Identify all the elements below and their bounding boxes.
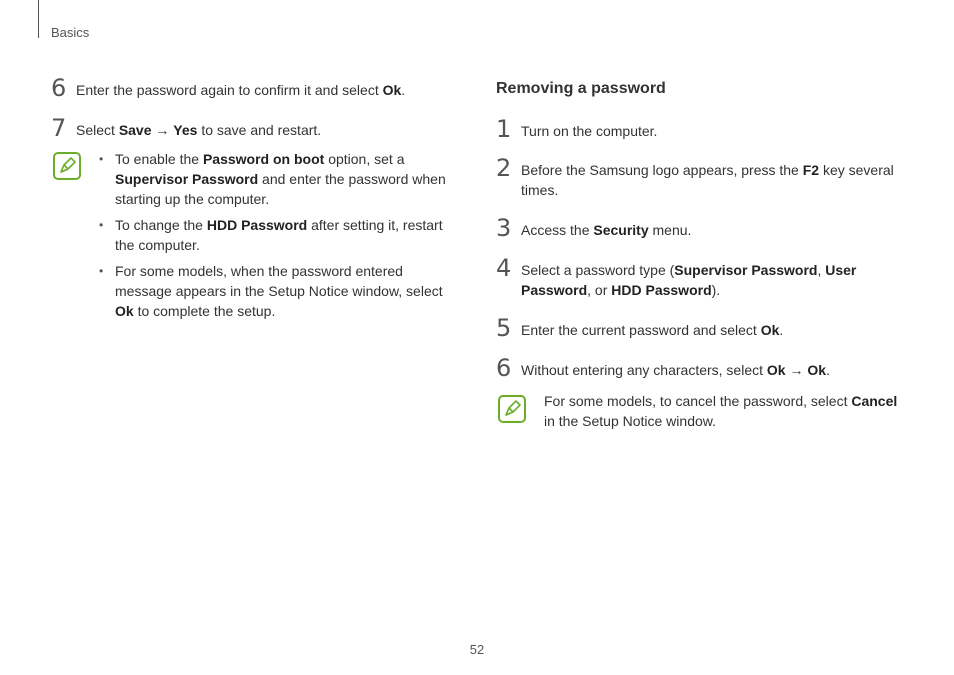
step-number: 6	[496, 354, 512, 382]
step-6-confirm	[51, 74, 461, 102]
step-7-save	[51, 114, 461, 142]
section-title: Removing a password	[496, 80, 666, 97]
step-number: 2	[496, 154, 512, 182]
step-text: Select a password type (Supervisor Password, User Password, or HDD Password).	[521, 262, 857, 298]
step-2-press-f2	[496, 154, 906, 200]
step-1-turn-on	[496, 115, 906, 143]
step-number: 4	[496, 254, 512, 282]
step-text: Access the Security menu.	[521, 222, 692, 238]
note-item: • To change the HDD Password after setting it, restart the computer.	[99, 217, 443, 253]
step-text: Select Save → Yes to save and restart.	[76, 122, 322, 138]
note-item: • For some models, when the password entered message appears in the Setup Notice window, select Ok to complete the setup.	[99, 263, 443, 319]
step-6-no-chars	[496, 354, 906, 382]
step-text: Enter the password again to confirm it and select Ok.	[76, 82, 406, 98]
step-number: 7	[51, 114, 67, 142]
step-text: Before the Samsung logo appears, press the F2 key several times.	[521, 162, 894, 198]
step-4-select-type	[496, 254, 906, 300]
section-header: Basics	[51, 25, 90, 40]
cancel-note: For some models, to cancel the password, select Cancel in the Setup Notice window.	[544, 393, 898, 429]
step-number: 3	[496, 214, 512, 242]
step-5-current	[496, 314, 906, 342]
step-number: 5	[496, 314, 512, 342]
step-number: 1	[496, 115, 512, 143]
note-pencil-icon	[498, 395, 526, 423]
header-rule	[38, 0, 39, 38]
note-pencil-icon	[53, 152, 81, 180]
page-number: 52	[469, 642, 485, 657]
step-text: Without entering any characters, select Ok → Ok.	[521, 362, 830, 378]
step-3-security	[496, 214, 906, 242]
note-item: • To enable the Password on boot option, set a Supervisor Password and enter the password when starting up the computer.	[99, 151, 446, 207]
note-list	[99, 149, 461, 327]
step-text: Enter the current password and select Ok.	[521, 322, 784, 338]
step-text: Turn on the computer.	[521, 123, 658, 139]
step-number: 6	[51, 74, 67, 102]
